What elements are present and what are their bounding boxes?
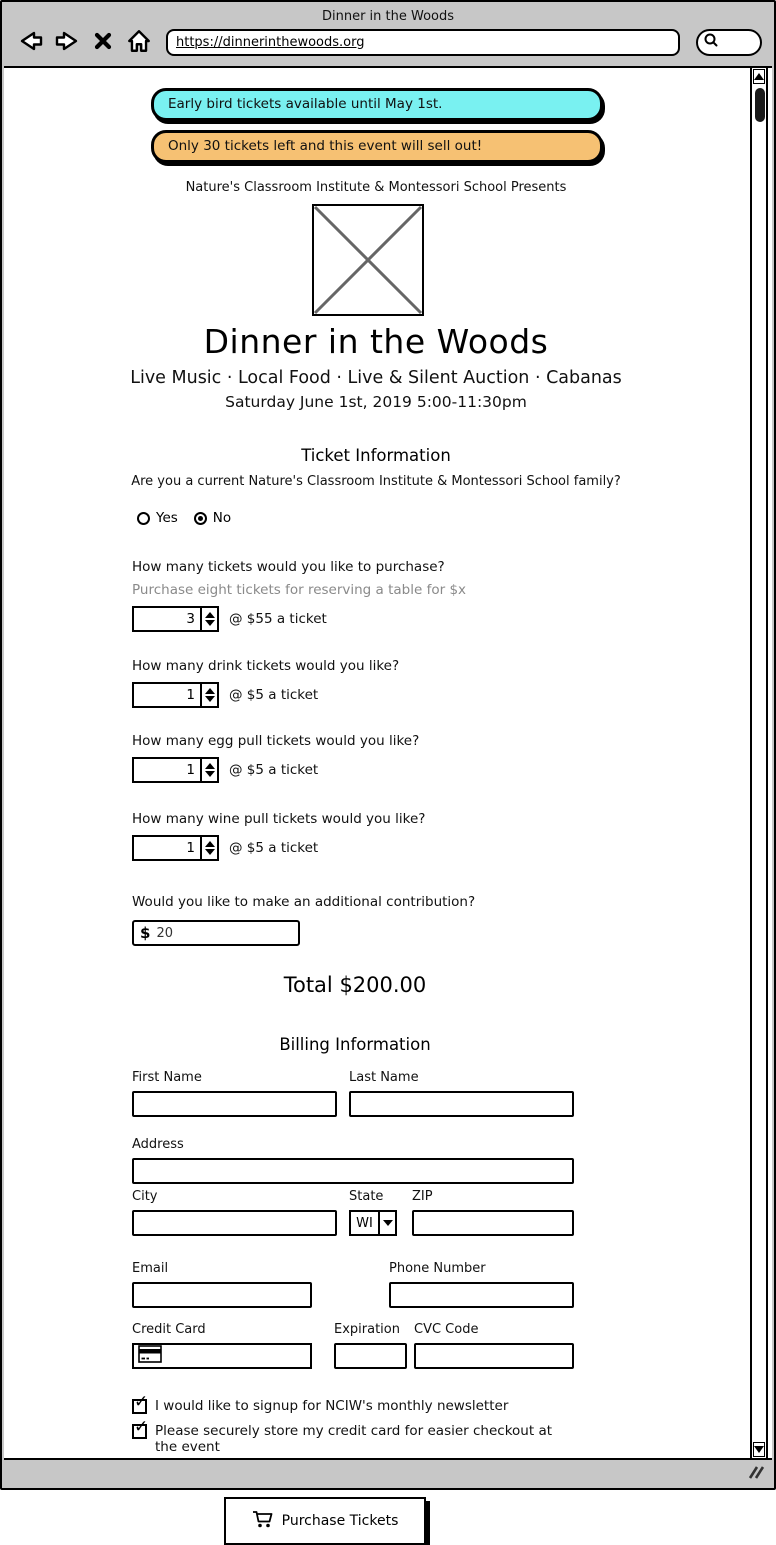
egg-qty-input[interactable] [134,759,200,781]
window-title: Dinner in the Woods [321,9,455,24]
store-card-checkbox-label: Please securely store my credit card for easier checkout at the event [155,1423,553,1455]
forward-arrow-icon [54,29,80,56]
egg-qty-question: How many egg pull tickets would you like? [132,733,420,749]
window-titlebar [2,2,774,24]
dollar-icon: $ [140,924,151,942]
event-subtitle: Live Music · Local Food · Live & Silent Auction · Cabanas [130,368,622,388]
egg-price-label: @ $5 a ticket [229,762,319,778]
last-name-label: Last Name [349,1070,419,1085]
zip-field[interactable] [412,1210,574,1236]
stop-button[interactable] [88,28,118,56]
ticket-info-heading: Ticket Information [301,446,451,465]
alert-tickets-left-text: Only 30 tickets left and this event will sell out! [168,138,483,154]
address-label: Address [132,1137,184,1152]
close-x-icon [93,31,113,54]
city-label: City [132,1189,158,1204]
last-name-field[interactable] [349,1091,574,1117]
family-radio-group [137,510,578,526]
phone-field[interactable] [389,1282,574,1308]
search-icon [702,31,720,53]
purchase-tickets-label: Purchase Tickets [281,1513,399,1529]
radio-yes[interactable] [137,510,178,526]
egg-qty-spin-buttons[interactable] [200,759,217,781]
store-card-checkbox[interactable] [132,1417,149,1439]
event-datetime: Saturday June 1st, 2019 5:00-11:30pm [225,393,527,411]
url-input[interactable] [176,35,670,50]
spin-down-icon[interactable] [205,620,215,626]
wine-qty-input[interactable] [134,837,200,859]
cvc-field[interactable] [414,1343,574,1369]
radio-no-circle[interactable] [194,512,207,525]
radio-no[interactable] [194,510,231,526]
scroll-down-icon [754,1446,764,1453]
ticket-qty-stepper[interactable] [132,606,219,632]
table-reserve-hint: Purchase eight tickets for reserving a table for $x [132,582,467,598]
home-button[interactable] [124,28,154,56]
spin-down-icon[interactable] [205,771,215,777]
newsletter-checkbox-label: I would like to signup for NCIW's monthly newsletter [155,1398,509,1414]
credit-card-input[interactable] [162,1349,310,1364]
forward-button[interactable] [52,28,82,56]
email-field[interactable] [132,1282,312,1308]
back-button[interactable] [16,28,46,56]
drink-qty-input[interactable] [134,684,200,706]
egg-qty-row [132,757,578,783]
contribution-field[interactable] [132,920,300,946]
alert-early-bird-text: Early bird tickets available until May 1st. [168,96,443,112]
ticket-price-label: @ $55 a ticket [229,611,327,627]
expiration-field[interactable] [334,1343,407,1369]
phone-label: Phone Number [389,1261,486,1276]
radio-no-label: No [212,510,232,526]
drink-qty-spin-buttons[interactable] [200,684,217,706]
scrollbar-thumb[interactable] [755,88,765,122]
state-dropdown[interactable] [349,1210,397,1236]
credit-card-field[interactable] [132,1343,312,1369]
credit-card-label: Credit Card [132,1322,206,1337]
home-icon [126,28,152,57]
page-title: Dinner in the Woods [203,322,549,361]
drink-qty-row [132,682,578,708]
spin-down-icon[interactable] [205,696,215,702]
presenter-line: Nature's Classroom Institute & Montessori School Presents [185,180,567,195]
wine-qty-stepper[interactable] [132,835,219,861]
alert-early-bird [151,88,603,121]
ticket-qty-spin-buttons[interactable] [200,608,217,630]
address-field[interactable] [132,1158,574,1184]
scroll-up-button[interactable] [753,69,765,84]
check-icon: ✓ [134,1417,149,1437]
browser-toolbar [2,24,774,64]
contribution-input[interactable] [156,926,292,941]
radio-yes-circle[interactable] [137,512,150,525]
state-value: WI [356,1215,373,1231]
page-content [4,66,772,1529]
scroll-up-icon [754,73,764,80]
drink-price-label: @ $5 a ticket [229,687,319,703]
purchase-tickets-button[interactable] [224,1497,426,1545]
spin-up-icon[interactable] [205,612,215,618]
scroll-down-button[interactable] [753,1442,765,1457]
wine-qty-row [132,835,578,861]
egg-qty-stepper[interactable] [132,757,219,783]
back-arrow-icon [18,29,44,56]
first-name-field[interactable] [132,1091,337,1117]
cart-icon [252,1509,274,1533]
check-icon: ✓ [134,1392,149,1412]
wine-qty-spin-buttons[interactable] [200,837,217,859]
zip-label: ZIP [412,1189,433,1204]
family-question: Are you a current Nature's Classroom Institute & Montessori School family? [131,474,621,489]
search-box[interactable] [696,29,762,56]
status-bar [4,1462,772,1486]
drink-qty-question: How many drink tickets would you like? [132,658,400,674]
url-bar[interactable] [166,29,680,56]
billing-info-heading: Billing Information [279,1035,431,1054]
first-name-label: First Name [132,1070,202,1085]
cvc-label: CVC Code [414,1322,479,1337]
expiration-label: Expiration [334,1322,400,1337]
city-field[interactable] [132,1210,337,1236]
newsletter-checkbox[interactable] [132,1392,149,1414]
spin-up-icon[interactable] [205,688,215,694]
spin-up-icon[interactable] [205,763,215,769]
drink-qty-stepper[interactable] [132,682,219,708]
spin-down-icon[interactable] [205,849,215,855]
credit-card-icon [138,1345,162,1367]
newsletter-checkbox-row[interactable] [132,1392,578,1414]
total-amount: Total $200.00 [283,973,427,997]
radio-yes-label: Yes [156,510,178,526]
wine-qty-question: How many wine pull tickets would you like? [132,811,426,827]
contribution-question: Would you like to make an additional contribution? [132,894,476,910]
resize-grip-icon[interactable] [744,1464,764,1484]
email-label: Email [132,1261,169,1276]
state-label: State [349,1189,384,1204]
chevron-down-icon[interactable] [378,1212,395,1234]
ticket-qty-question: How many tickets would you like to purchase? [132,559,445,575]
ticket-qty-input[interactable] [134,608,200,630]
alert-tickets-left [151,130,603,163]
event-image-placeholder [312,204,424,316]
vertical-scrollbar[interactable] [750,68,768,1458]
store-card-checkbox-row[interactable] [132,1417,578,1455]
ticket-qty-row [132,606,578,632]
spin-up-icon[interactable] [205,841,215,847]
wine-price-label: @ $5 a ticket [229,840,319,856]
